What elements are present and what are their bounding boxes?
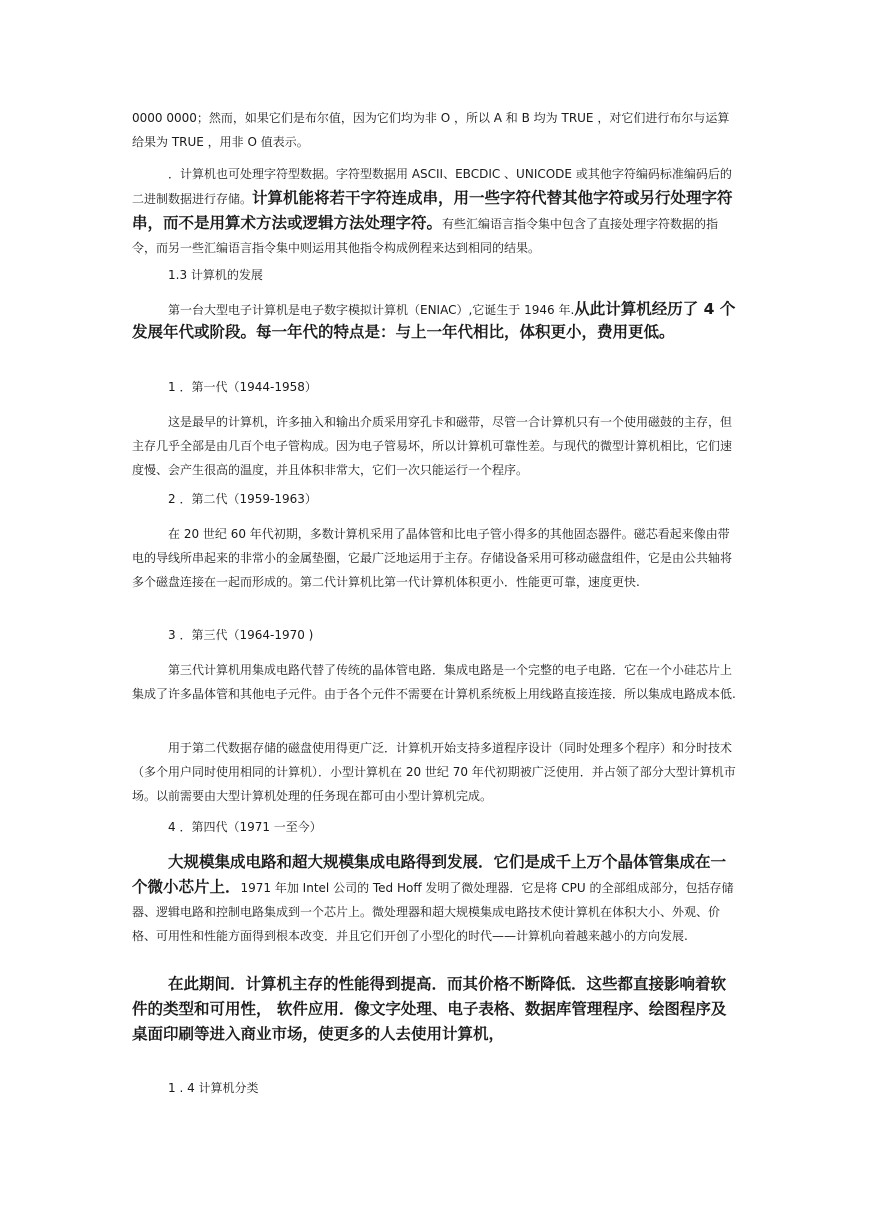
paragraph-eniac-text: 第一台大型电子计算机是电子数字模拟计算机（ENIAC）,它诞生于 1946 年.: [168, 303, 575, 317]
paragraph-first-generation: 这是最早的计算机，许多抽入和输出介质采用穿孔卡和磁带，尽管一合计算机只有一个使用磁鼓的主存，但主存几乎全部是由几百个电子管构成。因为电子管易坏，所以计算机可靠性差。与现代的微型计算机相比，它们速度慢、会产生很高的温度，并且体积非常大，它们一次只能运行一个程序。: [132, 415, 733, 477]
paragraph-boolean: [132, 106, 738, 154]
paragraph-second-generation: 在 20 世纪 60 年代初期，多数计算机采用了晶体管和比电子管小得多的其他固态器件。磁芯看起来像由带电的导线所串起来的非常小的金属垫圈，它最广泛地运用于主存。存储设备采用可移动磁盘组件，它是由公共轴将多个磁盘连接在一起而形成的。第二代计算机比第一代计算机体积更小．性能更可靠，速度更快.: [132, 527, 733, 589]
heading-third-generation: 3 ．第三代（1964-1970 ): [168, 628, 314, 642]
paragraph-boolean-text: 0000 0000；然而，如果它们是布尔值，因为它们均为非 O ，所以 A 和 B 均为 TRUE ，对它们进行布尔与运算给果为 TRUE ，用非 O 值表示。: [132, 111, 730, 149]
paragraph-fourth-generation-text: 1971 年加 Intel 公司的 Ted Hoff 发明了微处理器．它是将 CPU 的全部组成部分，包括存储器、逻辑电路和控制电路集成到一个芯片上。微处理器和超大规模集成电路技术使计算机在体积大小、外观、价格、可用性和性能方面得到根本改变．并且它们开创了小型化的时代——计算机向着越来越小的方向发展.: [132, 881, 734, 943]
paragraph-character-data: [132, 162, 738, 260]
paragraph-fourth-generation: [132, 850, 738, 948]
section-heading-1-4: 1 . 4 计算机分类: [168, 1081, 259, 1095]
heading-fourth-generation: 4 ．第四代（1971 一至今）: [168, 820, 322, 834]
paragraph-character-data-tail: 有些汇编语言指令集中包含了直接处理字符数据的指令，而另一些汇编语言指令集中则运用其他指令构成例程来达到相同的结果。: [132, 217, 719, 255]
paragraph-eniac-bold: 从此计算机经历了 4 个发展年代或阶段。每一年代的特点是：与上一年代相比，体积更小，费用更低。: [132, 300, 736, 341]
heading-second-generation: 2 ．第二代（1959-1963）: [168, 492, 317, 506]
paragraph-third-generation: 第三代计算机用集成电路代替了传统的晶体管电路．集成电路是一个完整的电子电路．它在一个小硅芯片上集成了许多晶体管和其他电子元件。由于各个元件不需要在计算机系统板上用线路直接连接．所以集成电路成本低.: [132, 663, 736, 701]
paragraph-character-data-text: ．计算机也可处理字符型数据。字符型数据用 ASCII、EBCDIC 、UNICODE 或其他字符编码标准编码后的二进制数据进行存储。: [132, 167, 732, 206]
paragraph-memory-software: 在此期间．计算机主存的性能得到提高．而其价格不断降低．这些都直接影响着软件的类型和可用性， 软件应用．像文字处理、电子表格、数据库管理程序、绘图程序及桌面印刷等进入商业市场，使更多的人去使用计算机，: [132, 975, 727, 1043]
paragraph-fourth-generation-bold: 大规模集成电路和超大规模集成电路得到发展．它们是成千上万个晶体管集成在一个微小芯片上．: [132, 853, 727, 896]
paragraph-eniac: [132, 298, 738, 344]
paragraph-third-generation-2: 用于第二代数据存储的磁盘使用得更广泛．计算机开始支持多道程序设计（同时处理多个程序）和分时技术（多个用户同时使用相同的计算机）．小型计算机在 20 世纪 70 年代初期被广泛使用．并占领了部分大型计算机市场。以前需要由大型计算机处理的任务现在都可由小型计算机完成。: [132, 741, 736, 803]
heading-first-generation: 1 ．第一代（1944-1958）: [168, 380, 317, 394]
section-heading-1-3: 1.3 计算机的发展: [168, 268, 263, 282]
paragraph-character-data-bold: 计算机能将若干字符连成串，用一些字符代替其他字符或另行处理字符串，而不是用算术方法或逻辑方法处理字符。: [132, 189, 733, 232]
